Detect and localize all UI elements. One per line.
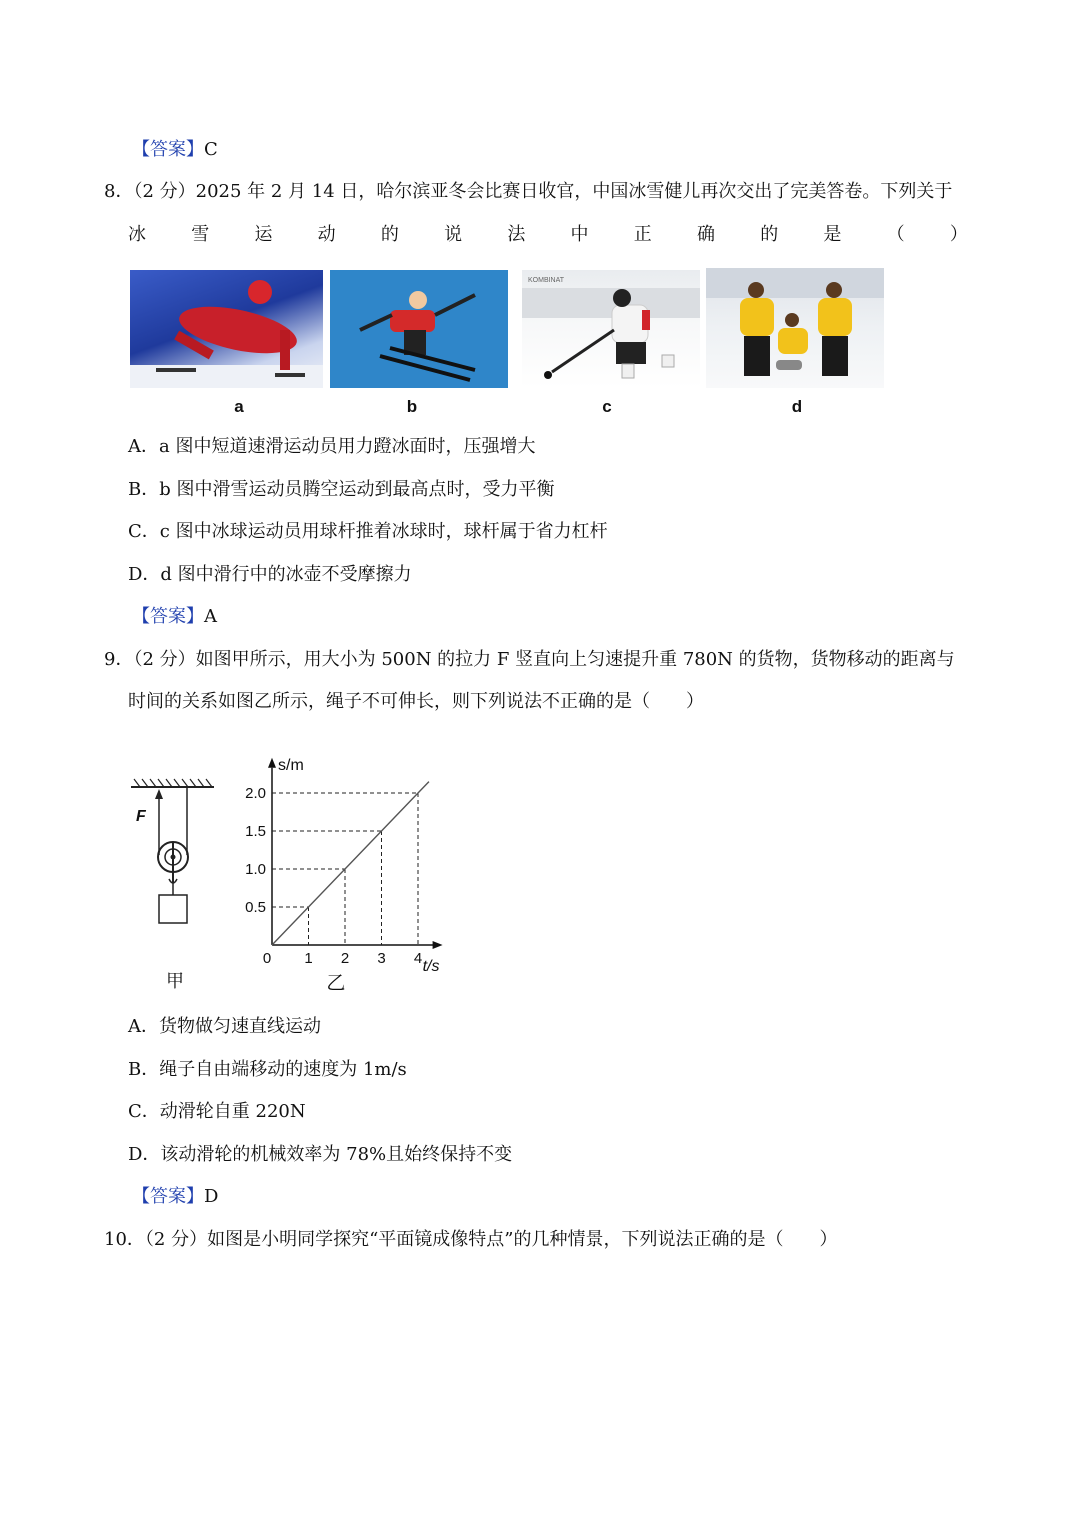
q8-stem-line1	[104, 180, 952, 204]
q9-stem-line1	[104, 648, 955, 672]
question-number: 8．	[104, 181, 134, 202]
photo-label-c: c	[602, 397, 612, 416]
curling-illustration	[706, 268, 884, 388]
q8-option-a: A．a 图中短道速滑运动员用力蹬冰面时，压强增大	[128, 436, 536, 457]
stem-char: ）	[949, 224, 968, 245]
photo-label-b: b	[406, 397, 418, 416]
x-tick-label: 1	[304, 950, 313, 967]
x-axis-label: t/s	[422, 958, 440, 975]
q8-option-c: C．c 图中冰球运动员用球杆推着冰球时，球杆属于省力杠杆	[128, 521, 608, 542]
answer-value: D	[204, 1186, 219, 1207]
photo-label-d: d	[791, 397, 803, 416]
y-tick-label: 1.0	[245, 861, 266, 878]
q9-option-c: C．动滑轮自重 220N	[128, 1101, 306, 1122]
photo-d-curling	[706, 268, 884, 388]
s-t-graph	[230, 735, 490, 1000]
q9-option-a: A．货物做匀速直线运动	[128, 1016, 321, 1037]
q9-option-d: D．该动滑轮的机械效率为 78%且始终保持不变	[128, 1144, 513, 1165]
photo-label-a: a	[234, 397, 244, 416]
stem-char: 运	[254, 224, 273, 245]
x-axis-arrow-icon	[433, 941, 443, 949]
stem-char: 法	[507, 224, 526, 245]
pulley-figure	[126, 775, 226, 995]
y-tick-label: 0.5	[245, 899, 266, 916]
banner-text: KOMBINAT	[528, 277, 565, 284]
q9-option-b: B．绳子自由端移动的速度为 1m/s	[128, 1059, 407, 1080]
q9-stem-line2: 时间的关系如图乙所示，绳子不可伸长，则下列说法不正确的是（ ）	[128, 691, 704, 712]
photo-b-freestyle-skier	[330, 270, 508, 388]
question-number: 9．	[104, 649, 134, 670]
force-label: F	[136, 808, 146, 825]
skater-illustration	[130, 270, 323, 388]
stem-char: 雪	[191, 224, 210, 245]
stem-char: 的	[380, 224, 399, 245]
answer-value: A	[204, 606, 217, 627]
y-tick-label: 2.0	[245, 785, 266, 802]
answer-value: C	[204, 139, 218, 160]
figure-label-jia: 甲	[166, 971, 184, 991]
photo-c-ice-hockey	[522, 270, 700, 388]
stem-char: 中	[570, 224, 589, 245]
series-line	[272, 782, 429, 945]
q8-option-b: B．b 图中滑雪运动员腾空运动到最高点时，受力平衡	[128, 479, 555, 500]
photo-a-short-track-skater	[130, 270, 323, 388]
stem-char: （	[886, 224, 905, 245]
x-tick-label: 2	[340, 950, 350, 967]
stem-char: 正	[633, 224, 652, 245]
cargo-box	[159, 895, 187, 923]
skier-illustration	[330, 270, 508, 388]
stem-char: 冰	[128, 224, 146, 245]
origin-label: 0	[262, 950, 272, 967]
hockey-illustration	[522, 270, 700, 388]
stem-char: 动	[317, 224, 336, 245]
y-tick-label: 1.5	[245, 823, 266, 840]
stem-char: 的	[760, 224, 779, 245]
stem-char: 说	[444, 224, 463, 245]
q8-answer	[132, 605, 217, 629]
question-number: 10．	[104, 1229, 145, 1250]
stem-char: 确	[696, 224, 715, 245]
q8-option-d: D．d 图中滑行中的冰壶不受摩擦力	[128, 564, 412, 585]
x-tick-label: 3	[377, 950, 386, 967]
answer-label: 【答案】	[132, 139, 204, 160]
y-axis-arrow-icon	[268, 758, 276, 768]
q10-stem-line1	[104, 1228, 837, 1252]
force-arrow-icon	[155, 789, 163, 799]
question-stem: （2 分）如图甲所示，用大小为 500N 的拉力 F 竖直向上匀速提升重 780N 的货物，货物移动的距离与	[133, 649, 955, 670]
q7-answer	[132, 138, 218, 162]
q8-stem-line2	[128, 223, 968, 247]
question-stem: （2 分）2025 年 2 月 14 日，哈尔滨亚冬会比赛日收官，中国冰雪健儿再次交出了完美答卷。下列关于	[133, 181, 953, 202]
stem-char: 是	[823, 224, 842, 245]
figure-label-yi: 乙	[326, 973, 346, 994]
answer-label: 【答案】	[132, 606, 204, 627]
q9-answer	[132, 1185, 218, 1209]
y-axis-label: s/m	[278, 756, 304, 774]
question-stem: （2 分）如图是小明同学探究“平面镜成像特点”的几种情景，下列说法正确的是（ ）	[144, 1229, 838, 1250]
answer-label: 【答案】	[132, 1186, 204, 1207]
x-tick-label: 4	[413, 950, 423, 967]
